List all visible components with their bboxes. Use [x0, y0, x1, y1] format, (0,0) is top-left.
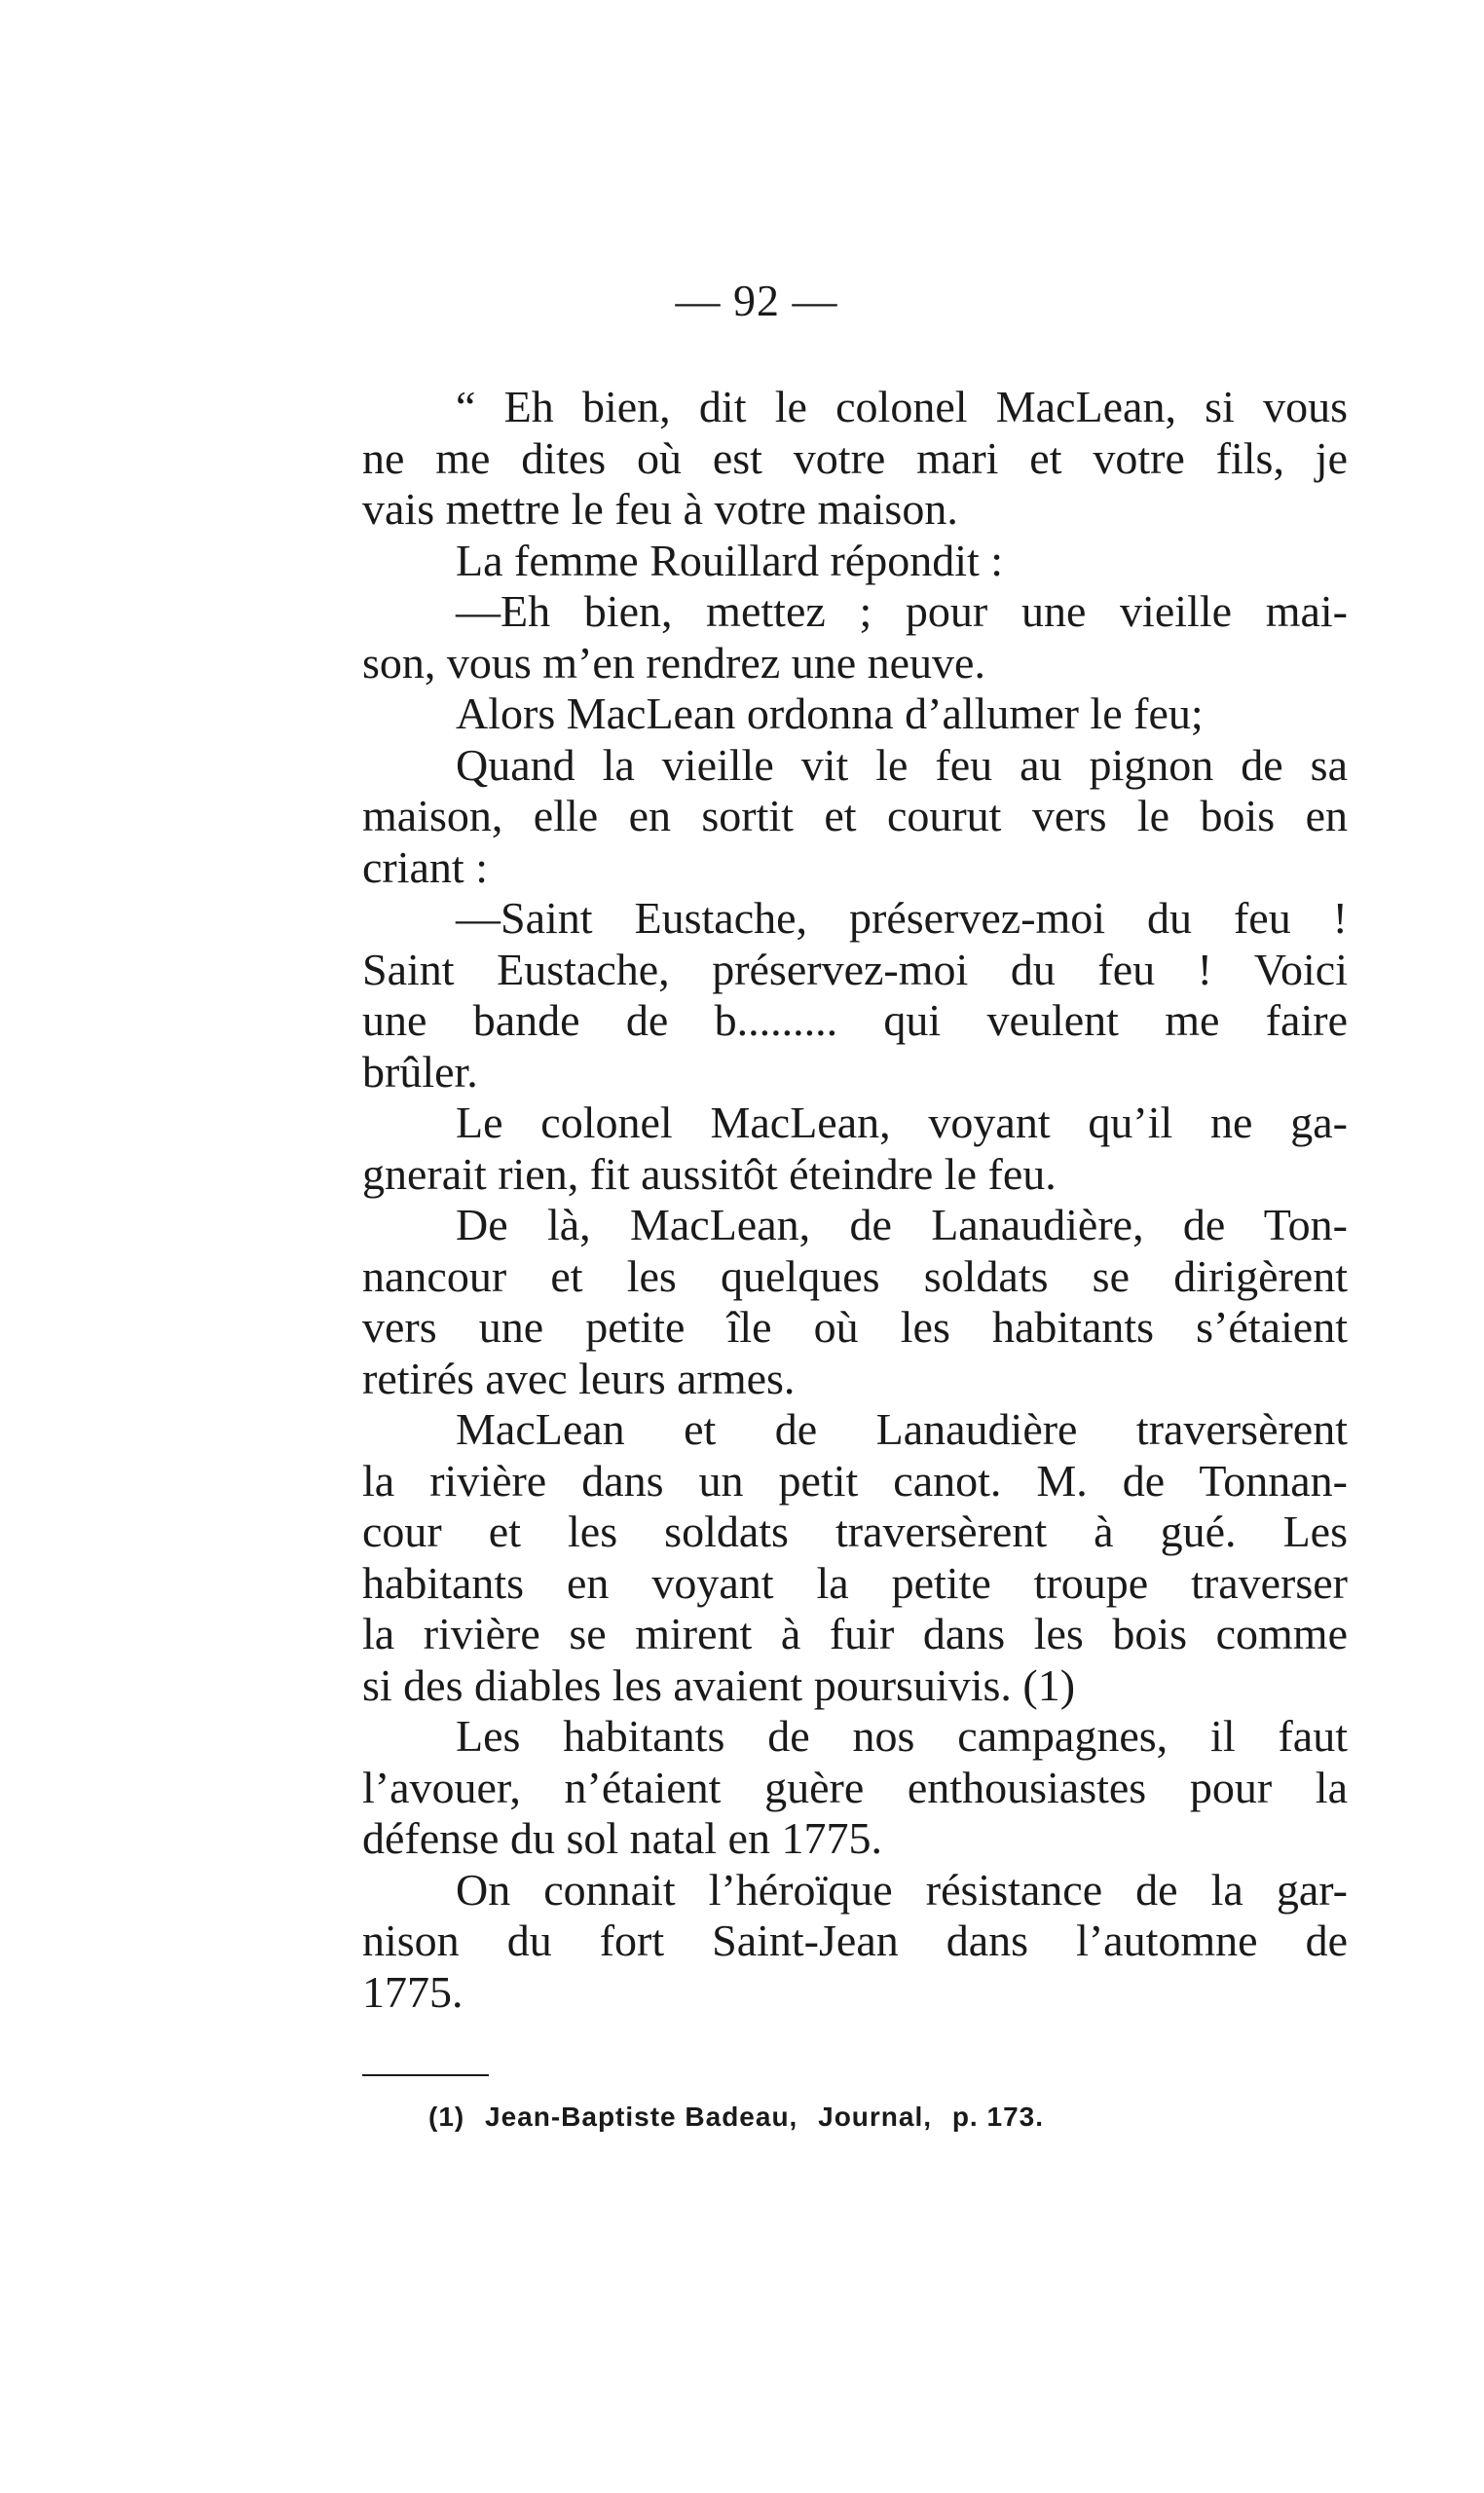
text-line: nancour et les quelques soldats se dirigèrent — [362, 1250, 1348, 1301]
text-line: Le colonel MacLean, voyant qu’il ne ga- — [456, 1098, 1348, 1147]
footnote-author: Jean-Baptiste Badeau, — [485, 2102, 798, 2132]
text-line: vers une petite île où les habitants s’étaient — [362, 1302, 1348, 1352]
text-line: “ Eh bien, dit le colonel MacLean, si vous — [456, 382, 1348, 431]
text-line: ne me dites où est votre mari et votre fils, je — [362, 432, 1348, 483]
text-line: brûler. — [362, 1046, 478, 1097]
text-line: —Eh bien, mettez ; pour une vieille mai- — [456, 586, 1348, 636]
footnote — [428, 2102, 1044, 2133]
text-line: une bande de b......... qui veulent me faire — [362, 995, 1348, 1045]
text-line: habitants en voyant la petite troupe traverser — [362, 1557, 1348, 1608]
body-text — [362, 382, 1348, 2018]
text-line: retirés avec leurs armes. — [362, 1353, 796, 1403]
text-line: l’avouer, n’étaient guère enthousiastes pour la — [362, 1762, 1348, 1812]
text-line: Les habitants de nos campagnes, il faut — [456, 1711, 1348, 1761]
footnote-page: p. 173. — [951, 2102, 1044, 2132]
text-line: son, vous m’en rendrez une neuve. — [362, 637, 985, 688]
text-line: On connait l’héroïque résistance de la gar- — [456, 1864, 1348, 1915]
text-line: nison du fort Saint-Jean dans l’automne de — [362, 1916, 1348, 1965]
text-line: si des diables les avaient poursuivis. (1) — [362, 1659, 1076, 1710]
text-line: La femme Rouillard répondit : — [456, 535, 1004, 585]
text-line: —Saint Eustache, préservez-moi du feu ! — [456, 893, 1348, 943]
text-line: Quand la vieille vit le feu au pignon de sa — [456, 739, 1348, 790]
text-line: maison, elle en sortit et courut vers le bois en — [362, 791, 1348, 840]
page-number: — 92 — — [675, 276, 838, 325]
text-line: 1775. — [362, 1966, 464, 2017]
text-line: la rivière dans un petit canot. M. de Tonnan- — [362, 1455, 1348, 1506]
text-line: Saint Eustache, préservez-moi du feu ! Voici — [362, 944, 1348, 994]
text-line: défense du sol natal en 1775. — [362, 1813, 882, 1863]
text-line: MacLean et de Lanaudière traversèrent — [456, 1404, 1348, 1454]
text-line: la rivière se mirent à fuir dans les bois comme — [362, 1609, 1348, 1658]
footnote-work: Journal, — [818, 2102, 933, 2132]
text-line: cour et les soldats traversèrent à gué. Les — [362, 1507, 1348, 1556]
text-line: vais mettre le feu à votre maison. — [362, 484, 958, 534]
footnote-rule — [362, 2074, 489, 2076]
text-line: Alors MacLean ordonna d’allumer le feu; — [456, 688, 1204, 738]
text-line: gnerait rien, fit aussitôt éteindre le feu. — [362, 1148, 1057, 1199]
text-line: criant : — [362, 841, 488, 892]
text-line: De là, MacLean, de Lanaudière, de Ton- — [456, 1200, 1348, 1249]
footnote-marker: (1) — [428, 2102, 465, 2132]
